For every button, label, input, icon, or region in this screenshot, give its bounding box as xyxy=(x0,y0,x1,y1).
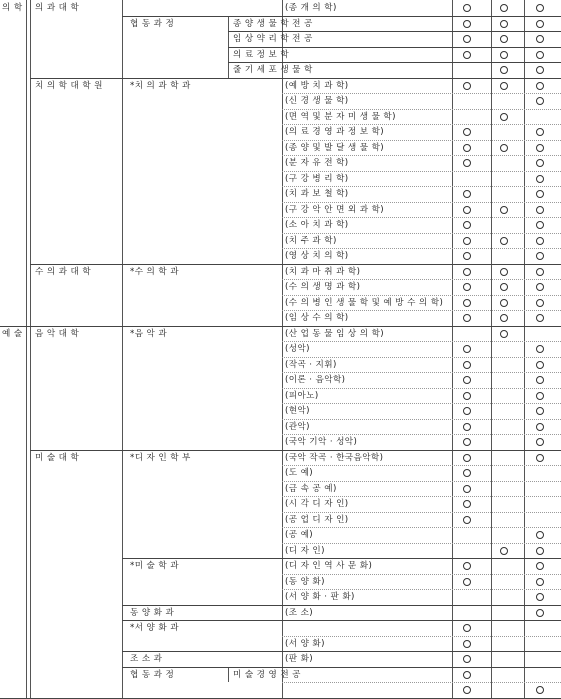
major-label: (산 업 동 물 임 상 의 학) xyxy=(285,328,385,339)
circle-mark xyxy=(463,423,471,431)
group-divider xyxy=(0,326,561,327)
major-label: (국악 기악 · 성악) xyxy=(285,437,358,447)
major-label: (디 자 인 역 사 문 화) xyxy=(285,561,373,571)
department-label: *음 악 과 xyxy=(130,328,168,339)
major-label: (수 의 생 명 과 학) xyxy=(285,282,361,292)
row-divider xyxy=(282,171,561,172)
major-label: (치 과 마 취 과 학) xyxy=(285,266,361,277)
major-label: (디 자 인) xyxy=(285,545,325,556)
major-label: (수 의 병 인 생 물 학 및 예 방 수 의 학) xyxy=(285,297,444,308)
college-label: 미 술 대 학 xyxy=(35,452,80,463)
circle-mark xyxy=(536,686,544,694)
circle-mark xyxy=(500,66,508,74)
column-border xyxy=(491,0,492,698)
column-border xyxy=(524,0,525,698)
column-border xyxy=(282,0,283,698)
row-divider xyxy=(282,233,561,234)
circle-mark xyxy=(536,593,544,601)
row-divider xyxy=(282,527,561,528)
circle-mark xyxy=(463,237,471,245)
circle-mark xyxy=(536,376,544,384)
major-label: (의 료 경 영 과 정 보 학) xyxy=(285,127,385,137)
circle-mark xyxy=(536,82,544,90)
program-label: 미 술 경 영 전 공 xyxy=(233,669,301,680)
major-label: (성악) xyxy=(285,344,310,354)
circle-mark xyxy=(463,671,471,679)
college-label: 의 과 대 학 xyxy=(35,3,80,13)
group-divider xyxy=(0,698,561,699)
group-divider xyxy=(228,31,561,32)
row-divider xyxy=(282,155,561,156)
group-divider xyxy=(122,651,561,652)
circle-mark xyxy=(463,485,471,493)
circle-mark xyxy=(500,144,508,152)
circle-mark xyxy=(463,35,471,43)
major-label: (종 양 및 발 달 생 물 학) xyxy=(285,142,385,153)
circle-mark xyxy=(463,4,471,12)
domain-label: 의 학 xyxy=(2,3,23,13)
domain-label: 예 술 xyxy=(2,328,23,339)
circle-mark xyxy=(536,578,544,586)
department-label: *수 의 학 과 xyxy=(130,266,179,277)
row-divider xyxy=(282,341,561,342)
program-label: 종 양 생 물 학 전 공 xyxy=(233,18,313,29)
program-label: 임 상 약 리 학 전 공 xyxy=(233,34,313,44)
circle-mark xyxy=(463,655,471,663)
circle-mark xyxy=(536,175,544,183)
circle-mark xyxy=(463,51,471,59)
circle-mark xyxy=(463,20,471,28)
major-label: (분 자 유 전 학) xyxy=(285,158,349,168)
circle-mark xyxy=(463,128,471,136)
row-divider xyxy=(282,465,561,466)
row-divider xyxy=(282,682,561,683)
circle-mark xyxy=(500,82,508,90)
row-divider xyxy=(282,419,561,420)
department-label: 협 동 과 정 xyxy=(130,669,175,680)
major-label: (치 주 과 학) xyxy=(285,235,337,246)
major-label: (공 예) xyxy=(285,530,314,540)
circle-mark xyxy=(463,144,471,152)
group-divider xyxy=(122,605,561,606)
circle-mark xyxy=(500,237,508,245)
circle-mark xyxy=(463,454,471,462)
circle-mark xyxy=(463,82,471,90)
row-divider xyxy=(282,589,561,590)
department-label: *서 양 화 과 xyxy=(130,623,179,633)
circle-mark xyxy=(500,51,508,59)
department-label: 협 동 과 정 xyxy=(130,18,175,29)
major-label: (피아노) xyxy=(285,390,319,401)
circle-mark xyxy=(463,345,471,353)
row-divider xyxy=(282,310,561,311)
major-label: (현악) xyxy=(285,406,310,416)
circle-mark xyxy=(463,283,471,291)
major-label: (치 과 보 철 학) xyxy=(285,189,349,199)
circle-mark xyxy=(536,609,544,617)
row-divider xyxy=(282,388,561,389)
row-divider xyxy=(282,403,561,404)
row-divider xyxy=(282,481,561,482)
circle-mark xyxy=(463,221,471,229)
circle-mark xyxy=(463,376,471,384)
column-border xyxy=(452,0,453,698)
circle-mark xyxy=(463,516,471,524)
circle-mark xyxy=(463,578,471,586)
department-label: 동 양 화 과 xyxy=(130,607,175,618)
circle-mark xyxy=(536,407,544,415)
circle-mark xyxy=(463,206,471,214)
circle-mark xyxy=(500,35,508,43)
circle-mark xyxy=(536,454,544,462)
row-divider xyxy=(282,512,561,513)
row-divider xyxy=(282,636,561,637)
circle-mark xyxy=(463,190,471,198)
circle-mark xyxy=(463,314,471,322)
circle-mark xyxy=(463,686,471,694)
circle-mark xyxy=(536,423,544,431)
group-divider xyxy=(228,47,561,48)
circle-mark xyxy=(536,4,544,12)
major-label: (작곡 · 지휘) xyxy=(285,359,337,370)
column-border xyxy=(228,667,229,683)
circle-mark xyxy=(536,345,544,353)
major-label: (판 화) xyxy=(285,654,314,664)
department-label: *디 자 인 학 부 xyxy=(130,452,191,463)
column-border xyxy=(122,0,123,698)
circle-mark xyxy=(536,35,544,43)
major-label: (조 소) xyxy=(285,607,314,618)
row-divider xyxy=(282,217,561,218)
circle-mark xyxy=(500,314,508,322)
circle-mark xyxy=(536,531,544,539)
major-label: (금 속 공 예) xyxy=(285,483,337,494)
circle-mark xyxy=(463,268,471,276)
circle-mark xyxy=(536,51,544,59)
major-label: (영 상 치 의 학) xyxy=(285,251,349,261)
row-divider xyxy=(282,248,561,249)
major-label: (서 양 화 · 판 화) xyxy=(285,592,355,602)
row-divider xyxy=(282,434,561,435)
group-divider xyxy=(30,78,561,79)
department-label: *미 술 학 과 xyxy=(130,561,179,571)
circle-mark xyxy=(500,268,508,276)
major-label: (신 경 생 물 학) xyxy=(285,96,349,106)
circle-mark xyxy=(536,159,544,167)
circle-mark xyxy=(500,283,508,291)
circle-mark xyxy=(536,283,544,291)
circle-mark xyxy=(463,500,471,508)
row-divider xyxy=(282,279,561,280)
column-border xyxy=(30,0,31,698)
circle-mark xyxy=(536,237,544,245)
row-divider xyxy=(282,186,561,187)
row-divider xyxy=(282,124,561,125)
row-divider xyxy=(282,93,561,94)
group-divider xyxy=(228,62,561,63)
row-divider xyxy=(282,574,561,575)
department-label: 조 소 과 xyxy=(130,654,163,664)
major-label: (면 역 및 분 자 미 생 물 학) xyxy=(285,111,396,122)
circle-mark xyxy=(463,640,471,648)
program-label: 줄 기 세 포 생 물 학 xyxy=(233,65,313,75)
row-divider xyxy=(282,372,561,373)
circle-mark xyxy=(463,624,471,632)
row-divider xyxy=(282,496,561,497)
row-divider xyxy=(282,109,561,110)
major-label: (관악) xyxy=(285,421,310,432)
major-label: (소 아 치 과 학) xyxy=(285,220,349,230)
circle-mark xyxy=(536,66,544,74)
major-label: (임 상 수 의 학) xyxy=(285,313,349,323)
circle-mark xyxy=(463,562,471,570)
circle-mark xyxy=(536,221,544,229)
major-label: (동 양 화) xyxy=(285,576,325,587)
circle-mark xyxy=(500,299,508,307)
group-divider xyxy=(122,16,561,17)
circle-mark xyxy=(463,252,471,260)
circle-mark xyxy=(536,268,544,276)
group-divider xyxy=(30,264,561,265)
row-divider xyxy=(282,543,561,544)
circle-mark xyxy=(500,206,508,214)
circle-mark xyxy=(463,361,471,369)
row-divider xyxy=(282,202,561,203)
circle-mark xyxy=(463,438,471,446)
major-label: (예 방 치 과 학) xyxy=(285,80,349,91)
circle-mark xyxy=(500,547,508,555)
program-label: 의 료 정 보 학 xyxy=(233,49,290,60)
group-divider xyxy=(30,450,561,451)
circle-mark xyxy=(536,438,544,446)
major-label: (구 강 악 안 면 외 과 학) xyxy=(285,204,385,215)
major-label: (이론 · 음악학) xyxy=(285,375,346,385)
major-label: (국악 작곡 · 한국음악학) xyxy=(285,452,384,463)
circle-mark xyxy=(536,562,544,570)
circle-mark xyxy=(463,159,471,167)
circle-mark xyxy=(536,252,544,260)
circle-mark xyxy=(463,299,471,307)
circle-mark xyxy=(536,314,544,322)
major-label: (도 예) xyxy=(285,468,314,478)
row-divider xyxy=(282,357,561,358)
group-divider xyxy=(122,620,561,621)
college-label: 치 의 학 대 학 원 xyxy=(35,80,103,91)
circle-mark xyxy=(500,113,508,121)
circle-mark xyxy=(500,330,508,338)
circle-mark xyxy=(500,4,508,12)
circle-mark xyxy=(536,128,544,136)
circle-mark xyxy=(536,206,544,214)
major-label: (서 양 화) xyxy=(285,638,325,649)
circle-mark xyxy=(536,361,544,369)
circle-mark xyxy=(536,547,544,555)
circle-mark xyxy=(463,407,471,415)
group-divider xyxy=(122,667,561,668)
row-divider xyxy=(282,295,561,296)
circle-mark xyxy=(463,469,471,477)
circle-mark xyxy=(536,190,544,198)
major-label: (종 개 의 학) xyxy=(285,3,337,13)
group-divider xyxy=(122,558,561,559)
major-label: (공 업 디 자 인) xyxy=(285,514,349,525)
circle-mark xyxy=(536,299,544,307)
circle-mark xyxy=(536,97,544,105)
circle-mark xyxy=(536,392,544,400)
column-border xyxy=(26,0,27,698)
circle-mark xyxy=(536,20,544,28)
circle-mark xyxy=(536,144,544,152)
major-label: (구 강 병 리 학) xyxy=(285,173,349,184)
college-label: 음 악 대 학 xyxy=(35,328,80,339)
circle-mark xyxy=(500,20,508,28)
row-divider xyxy=(282,140,561,141)
circle-mark xyxy=(463,392,471,400)
major-label: (시 각 디 자 인) xyxy=(285,499,349,509)
college-label: 수 의 과 대 학 xyxy=(35,266,92,277)
department-label: *치 의 과 학 과 xyxy=(130,80,191,91)
